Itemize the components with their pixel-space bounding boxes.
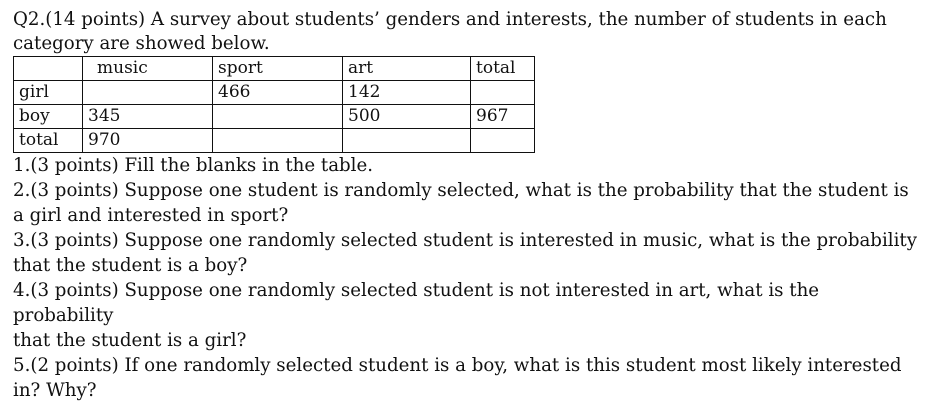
subquestion-3-line-1: 3.(3 points) Suppose one randomly selected student is interested in music, what is the probability [13, 230, 917, 251]
cell-total-total [471, 129, 535, 153]
subquestion-2-line-1: 2.(3 points) Suppose one student is randomly selected, what is the probability that the student is [13, 180, 909, 201]
cell-girl-music [83, 81, 213, 105]
survey-table [13, 56, 535, 153]
subquestion-5-line-1: 5.(2 points) If one randomly selected student is a boy, what is this student most likely interested [13, 355, 902, 376]
header-cell-corner [14, 57, 83, 81]
cell-boy-art: 500 [343, 105, 471, 129]
row-label-girl: girl [14, 81, 83, 105]
table-row [14, 129, 535, 153]
table-header-row [14, 57, 535, 81]
subquestion-5-line-2: in? Why? [13, 380, 97, 401]
cell-boy-music: 345 [83, 105, 213, 129]
cell-boy-total: 967 [471, 105, 535, 129]
cell-total-music: 970 [83, 129, 213, 153]
intro-line-2: category are showed below. [13, 33, 270, 54]
header-cell-total: total [471, 57, 535, 81]
question-page [13, 8, 918, 403]
cell-total-art [343, 129, 471, 153]
subquestion-3-line-2: that the student is a boy? [13, 255, 248, 276]
cell-girl-sport: 466 [213, 81, 343, 105]
question-intro [13, 8, 918, 56]
subquestion-list [13, 153, 918, 403]
cell-boy-sport [213, 105, 343, 129]
subquestion-4-line-2: that the student is a girl? [13, 330, 247, 351]
row-label-total: total [14, 129, 83, 153]
table-row [14, 105, 535, 129]
subquestion-1: 1.(3 points) Fill the blanks in the table. [13, 155, 374, 176]
header-cell-sport: sport [213, 57, 343, 81]
subquestion-4-line-1: 4.(3 points) Suppose one randomly selected student is not interested in art, what is the probability [13, 280, 820, 326]
subquestion-2-line-2: a girl and interested in sport? [13, 205, 289, 226]
table-row [14, 81, 535, 105]
cell-girl-total [471, 81, 535, 105]
intro-line-1: Q2.(14 points) A survey about students’ genders and interests, the number of students in each [13, 9, 887, 30]
cell-girl-art: 142 [343, 81, 471, 105]
header-cell-music: music [83, 57, 213, 81]
row-label-boy: boy [14, 105, 83, 129]
header-cell-art: art [343, 57, 471, 81]
cell-total-sport [213, 129, 343, 153]
